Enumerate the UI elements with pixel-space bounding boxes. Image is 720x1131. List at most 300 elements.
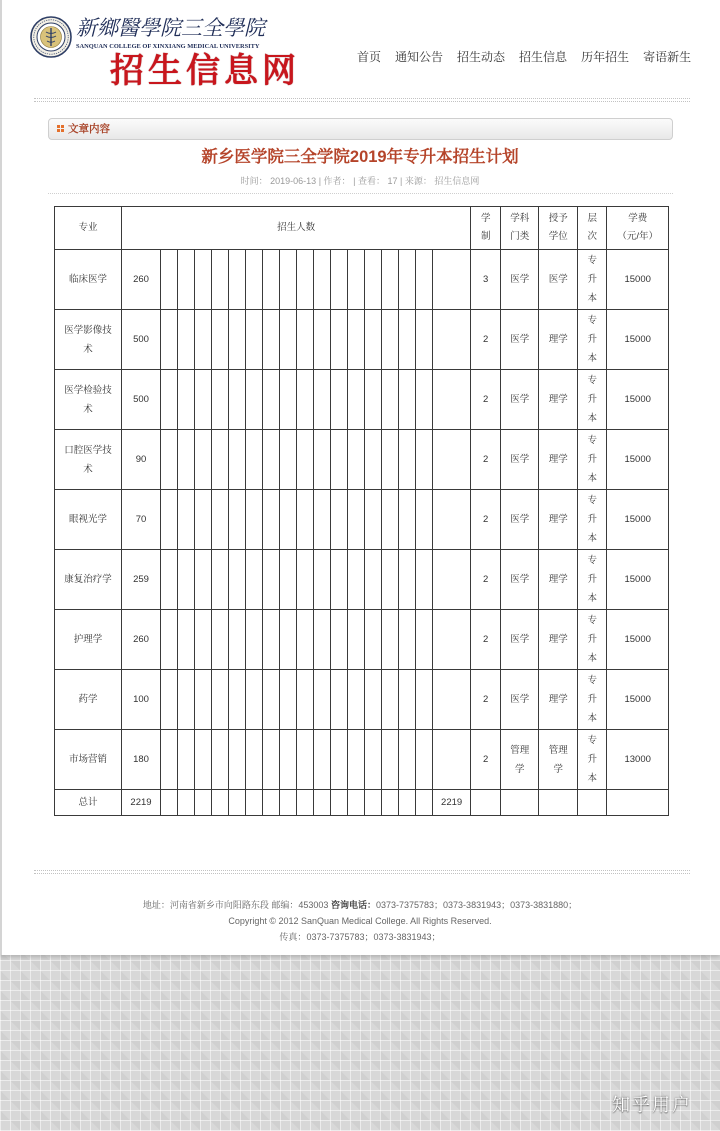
enrollment-blank-cell: [280, 610, 297, 670]
enrollment-blank-cell: [348, 430, 365, 490]
panel-title: 文章内容: [68, 123, 110, 135]
enrollment-blank-cell: [161, 610, 178, 670]
enrollment-plan-table: [54, 206, 669, 816]
enrollment-blank-cell: [246, 490, 263, 550]
enrollment-blank-cell: [399, 670, 416, 730]
phone-numbers: 0373-7375783；0373-3831943；0373-3831880；: [375, 900, 578, 910]
enrollment-blank-cell: [246, 310, 263, 370]
enrollment-blank-cell: [212, 490, 229, 550]
enrollment-blank-cell: [229, 790, 246, 816]
article-title: 新乡医学院三全学院2019年专升本招生计划: [201, 148, 519, 166]
footer-divider: [34, 870, 690, 874]
header-enrollment: [122, 207, 471, 250]
degree-text: 理学: [548, 454, 568, 465]
enrollment-blank-cell: [348, 250, 365, 310]
level-cell: [578, 670, 607, 730]
major-text: 护理学: [73, 634, 103, 645]
enrollment-blank-cell: [416, 250, 433, 310]
enrollment-blank-cell: [229, 370, 246, 430]
enrollment-cell: [122, 370, 161, 430]
main-nav: [357, 50, 691, 64]
enrollment-blank-cell: [280, 670, 297, 730]
meta-separator: |: [318, 176, 322, 186]
enrollment-blank-cell: [416, 550, 433, 610]
enrollment-blank-cell: [297, 730, 314, 790]
enrollment-text: 500: [133, 334, 149, 345]
blank-cell: [501, 790, 539, 816]
degree-cell: [539, 670, 578, 730]
enrollment-blank-cell: [433, 370, 471, 430]
header-degree: [539, 207, 578, 250]
table-row: [55, 430, 669, 490]
enrollment-text: 259: [133, 574, 149, 585]
enrollment-blank-cell: [365, 430, 382, 490]
enrollment-blank-cell: [348, 730, 365, 790]
total-enrollment-sum-text: 2219: [441, 796, 463, 808]
tuition-cell: [607, 550, 669, 610]
header-tuition-unit: （元/年）: [617, 231, 659, 242]
degree-text: 理学: [548, 574, 568, 585]
enrollment-blank-cell: [263, 430, 280, 490]
enrollment-blank-cell: [365, 670, 382, 730]
enrollment-blank-cell: [314, 430, 331, 490]
table-row: [55, 490, 669, 550]
enrollment-blank-cell: [365, 490, 382, 550]
enrollment-blank-cell: [399, 430, 416, 490]
enrollment-blank-cell: [212, 670, 229, 730]
enrollment-blank-cell: [195, 670, 212, 730]
enrollment-blank-cell: [399, 310, 416, 370]
tuition-cell: [607, 370, 669, 430]
enrollment-blank-cell: [178, 670, 195, 730]
address-label: 地址：: [142, 900, 170, 910]
enrollment-cell: [122, 430, 161, 490]
degree-cell: [539, 310, 578, 370]
enrollment-blank-cell: [416, 310, 433, 370]
enrollment-blank-cell: [263, 550, 280, 610]
tuition-text: 15000: [624, 574, 651, 585]
enrollment-blank-cell: [246, 250, 263, 310]
enrollment-blank-cell: [246, 790, 263, 816]
enrollment-blank-cell: [331, 310, 348, 370]
level-cell: [578, 250, 607, 310]
tuition-text: 15000: [624, 334, 651, 345]
discipline-text: 医学: [510, 574, 530, 585]
tuition-cell: [607, 310, 669, 370]
enrollment-blank-cell: [195, 430, 212, 490]
major-cell: [55, 250, 122, 310]
enrollment-blank-cell: [161, 550, 178, 610]
degree-text: 管理学: [548, 744, 568, 775]
degree-text: 理学: [548, 634, 568, 645]
enrollment-text: 100: [133, 694, 149, 705]
enrollment-blank-cell: [297, 610, 314, 670]
enrollment-blank-cell: [297, 550, 314, 610]
table-total-row: [55, 790, 669, 816]
table-header-row: [55, 207, 669, 250]
major-cell: [55, 670, 122, 730]
discipline-cell: [501, 310, 539, 370]
level-cell: [578, 490, 607, 550]
enrollment-blank-cell: [331, 250, 348, 310]
header-discipline: [501, 207, 539, 250]
discipline-text: 医学: [510, 454, 530, 465]
header-level: [578, 207, 607, 250]
nav-admission-info[interactable]: 招生信息: [519, 50, 568, 64]
header-major: [55, 207, 122, 250]
enrollment-blank-cell: [297, 310, 314, 370]
header-level-text: 层次: [587, 213, 597, 242]
meta-separator: |: [353, 176, 356, 186]
enrollment-blank-cell: [229, 610, 246, 670]
article-meta: [0, 175, 720, 187]
fax-numbers: 0373-7375783；0373-3831943；: [306, 932, 441, 942]
enrollment-blank-cell: [433, 550, 471, 610]
duration-text: 3: [483, 274, 489, 285]
enrollment-blank-cell: [212, 790, 229, 816]
level-text: 专升本: [587, 735, 597, 784]
enrollment-blank-cell: [382, 250, 399, 310]
level-text: 专升本: [587, 495, 597, 544]
enrollment-blank-cell: [382, 670, 399, 730]
tuition-text: 13000: [624, 754, 651, 765]
discipline-cell: [501, 490, 539, 550]
enrollment-blank-cell: [297, 670, 314, 730]
enrollment-blank-cell: [195, 610, 212, 670]
nav-notices[interactable]: 通知公告: [395, 50, 444, 64]
enrollment-blank-cell: [195, 790, 212, 816]
enrollment-blank-cell: [416, 490, 433, 550]
table-row: [55, 730, 669, 790]
enrollment-blank-cell: [314, 250, 331, 310]
enrollment-blank-cell: [280, 310, 297, 370]
enrollment-blank-cell: [263, 490, 280, 550]
meta-views: 17: [387, 176, 398, 186]
enrollment-blank-cell: [246, 370, 263, 430]
college-name-en: SANQUAN COLLEGE OF XINXIANG MEDICAL UNIVERSITY: [76, 43, 260, 50]
enrollment-blank-cell: [212, 550, 229, 610]
table-row: [55, 550, 669, 610]
enrollment-blank-cell: [365, 610, 382, 670]
enrollment-blank-cell: [382, 790, 399, 816]
enrollment-blank-cell: [297, 490, 314, 550]
enrollment-cell: [122, 310, 161, 370]
enrollment-blank-cell: [399, 610, 416, 670]
enrollment-blank-cell: [314, 730, 331, 790]
meta-author-label: 作者：: [323, 176, 351, 186]
tuition-text: 15000: [624, 394, 651, 405]
enrollment-cell: [122, 610, 161, 670]
copyright: Copyright © 2012 SanQuan Medical College. All Rights Reserved.: [228, 916, 492, 926]
enrollment-blank-cell: [280, 790, 297, 816]
enrollment-blank-cell: [212, 730, 229, 790]
level-text: 专升本: [587, 555, 597, 604]
table-row: [55, 250, 669, 310]
duration-cell: [471, 730, 501, 790]
enrollment-cell: [122, 550, 161, 610]
enrollment-blank-cell: [161, 250, 178, 310]
enrollment-blank-cell: [314, 310, 331, 370]
enrollment-blank-cell: [416, 610, 433, 670]
enrollment-blank-cell: [195, 310, 212, 370]
site-title: 招生信息网: [110, 51, 300, 91]
blank-cell: [539, 790, 578, 816]
major-text: 临床医学: [68, 274, 107, 285]
level-text: 专升本: [587, 675, 597, 724]
college-name-cn: 新鄉醫學院三全學院: [76, 16, 265, 40]
enrollment-blank-cell: [161, 310, 178, 370]
level-cell: [578, 310, 607, 370]
header-tuition: [607, 207, 669, 250]
enrollment-blank-cell: [263, 790, 280, 816]
major-cell: [55, 610, 122, 670]
enrollment-blank-cell: [348, 310, 365, 370]
header-major-text: 专业: [78, 222, 98, 233]
degree-cell: [539, 550, 578, 610]
tuition-cell: [607, 490, 669, 550]
nav-freshman-messages[interactable]: 寄语新生: [643, 50, 692, 64]
enrollment-blank-cell: [263, 730, 280, 790]
enrollment-blank-cell: [382, 310, 399, 370]
major-text: 市场营销: [68, 754, 107, 765]
enrollment-blank-cell: [246, 670, 263, 730]
meta-views-label: 查看：: [357, 176, 385, 186]
enrollment-blank-cell: [331, 370, 348, 430]
header-enrollment-text: 招生人数: [277, 222, 316, 233]
enrollment-blank-cell: [161, 790, 178, 816]
enrollment-blank-cell: [263, 310, 280, 370]
college-emblem-logo: [30, 16, 72, 58]
enrollment-blank-cell: [331, 730, 348, 790]
header-tuition-text: 学费: [628, 213, 648, 224]
duration-text: 2: [483, 514, 489, 525]
level-text: 专升本: [587, 255, 597, 304]
enrollment-blank-cell: [365, 550, 382, 610]
table-row: [55, 310, 669, 370]
duration-cell: [471, 370, 501, 430]
tuition-cell: [607, 730, 669, 790]
level-cell: [578, 730, 607, 790]
enrollment-blank-cell: [195, 490, 212, 550]
enrollment-blank-cell: [331, 670, 348, 730]
enrollment-blank-cell: [229, 310, 246, 370]
discipline-text: 管理学: [510, 744, 530, 775]
enrollment-cell: [122, 730, 161, 790]
article-panel-header: [48, 118, 673, 140]
nav-admission-news[interactable]: 招生动态: [457, 50, 506, 64]
enrollment-blank-cell: [178, 430, 195, 490]
major-cell: [55, 370, 122, 430]
level-text: 专升本: [587, 315, 597, 364]
enrollment-blank-cell: [229, 670, 246, 730]
enrollment-blank-cell: [280, 730, 297, 790]
tuition-cell: [607, 610, 669, 670]
tuition-text: 15000: [624, 634, 651, 645]
enrollment-blank-cell: [263, 370, 280, 430]
postcode-label: 邮编：: [271, 900, 299, 910]
enrollment-text: 70: [135, 514, 147, 525]
enrollment-blank-cell: [246, 610, 263, 670]
degree-cell: [539, 250, 578, 310]
enrollment-blank-cell: [433, 670, 471, 730]
enrollment-blank-cell: [178, 490, 195, 550]
header-degree-text: 授予学位: [548, 213, 568, 242]
enrollment-blank-cell: [331, 610, 348, 670]
enrollment-blank-cell: [348, 790, 365, 816]
tuition-cell: [607, 250, 669, 310]
meta-source-label: 来源：: [404, 176, 432, 186]
enrollment-blank-cell: [433, 430, 471, 490]
enrollment-blank-cell: [212, 310, 229, 370]
major-text: 药学: [78, 694, 98, 705]
enrollment-blank-cell: [399, 490, 416, 550]
enrollment-blank-cell: [348, 550, 365, 610]
enrollment-blank-cell: [178, 610, 195, 670]
enrollment-cell: [122, 250, 161, 310]
major-cell: [55, 430, 122, 490]
enrollment-blank-cell: [365, 730, 382, 790]
footer-fax-line: [0, 929, 720, 945]
address: 河南省新乡市向阳路东段: [169, 900, 269, 910]
discipline-cell: [501, 550, 539, 610]
discipline-cell: [501, 250, 539, 310]
degree-cell: [539, 730, 578, 790]
enrollment-text: 260: [133, 274, 149, 285]
table-body: [55, 250, 669, 816]
enrollment-blank-cell: [416, 670, 433, 730]
enrollment-blank-cell: [348, 370, 365, 430]
blank-cell: [471, 790, 501, 816]
major-cell: [55, 490, 122, 550]
table-row: [55, 370, 669, 430]
discipline-text: 医学: [510, 694, 530, 705]
header-duration-text: 学制: [480, 213, 491, 242]
enrollment-blank-cell: [280, 430, 297, 490]
degree-text: 理学: [548, 514, 568, 525]
degree-cell: [539, 370, 578, 430]
nav-past-admissions[interactable]: 历年招生: [581, 50, 630, 64]
enrollment-cell: [122, 670, 161, 730]
duration-cell: [471, 670, 501, 730]
level-text: 专升本: [587, 615, 597, 664]
duration-text: 2: [483, 334, 489, 345]
home-banner-link[interactable]: [0, 0, 330, 95]
duration-text: 2: [483, 574, 489, 585]
enrollment-blank-cell: [433, 250, 471, 310]
level-cell: [578, 370, 607, 430]
major-text: 口腔医学技术: [64, 444, 112, 475]
duration-cell: [471, 490, 501, 550]
duration-cell: [471, 250, 501, 310]
enrollment-blank-cell: [229, 490, 246, 550]
enrollment-blank-cell: [161, 430, 178, 490]
level-cell: [578, 550, 607, 610]
total-enrollment-sum-cell: [433, 790, 471, 816]
blank-cell: [578, 790, 607, 816]
duration-text: 2: [483, 634, 489, 645]
level-text: 专升本: [587, 435, 597, 484]
discipline-text: 医学: [510, 634, 530, 645]
enrollment-blank-cell: [382, 550, 399, 610]
duration-cell: [471, 550, 501, 610]
level-text: 专升本: [587, 375, 597, 424]
enrollment-blank-cell: [331, 430, 348, 490]
enrollment-blank-cell: [212, 250, 229, 310]
enrollment-blank-cell: [331, 550, 348, 610]
article-divider: [48, 193, 673, 194]
nav-home[interactable]: 首页: [357, 50, 382, 64]
blank-cell: [607, 790, 669, 816]
enrollment-blank-cell: [382, 490, 399, 550]
enrollment-blank-cell: [314, 490, 331, 550]
enrollment-blank-cell: [416, 790, 433, 816]
tuition-text: 15000: [624, 274, 651, 285]
enrollment-blank-cell: [161, 730, 178, 790]
enrollment-blank-cell: [365, 370, 382, 430]
enrollment-blank-cell: [195, 370, 212, 430]
enrollment-blank-cell: [229, 730, 246, 790]
enrollment-blank-cell: [314, 370, 331, 430]
phone-label: 咨询电话：: [330, 900, 376, 910]
enrollment-blank-cell: [314, 550, 331, 610]
enrollment-blank-cell: [178, 550, 195, 610]
degree-cell: [539, 430, 578, 490]
enrollment-blank-cell: [178, 250, 195, 310]
degree-text: 理学: [548, 334, 568, 345]
degree-text: 理学: [548, 694, 568, 705]
enrollment-blank-cell: [331, 790, 348, 816]
discipline-cell: [501, 370, 539, 430]
tuition-cell: [607, 670, 669, 730]
major-cell: [55, 730, 122, 790]
enrollment-blank-cell: [195, 550, 212, 610]
enrollment-blank-cell: [280, 490, 297, 550]
duration-cell: [471, 610, 501, 670]
enrollment-blank-cell: [348, 610, 365, 670]
enrollment-blank-cell: [399, 550, 416, 610]
enrollment-blank-cell: [212, 610, 229, 670]
enrollment-blank-cell: [229, 250, 246, 310]
level-cell: [578, 430, 607, 490]
level-cell: [578, 610, 607, 670]
enrollment-blank-cell: [178, 310, 195, 370]
enrollment-blank-cell: [229, 550, 246, 610]
discipline-text: 医学: [510, 274, 530, 285]
enrollment-blank-cell: [331, 490, 348, 550]
degree-cell: [539, 490, 578, 550]
duration-cell: [471, 310, 501, 370]
tuition-text: 15000: [624, 694, 651, 705]
duration-cell: [471, 430, 501, 490]
enrollment-blank-cell: [161, 370, 178, 430]
meta-time-label: 时间：: [240, 176, 268, 186]
enrollment-blank-cell: [212, 430, 229, 490]
duration-text: 2: [483, 754, 489, 765]
major-text: 医学检验技术: [64, 384, 112, 415]
enrollment-text: 180: [133, 754, 149, 765]
meta-source: 招生信息网: [434, 176, 480, 186]
table-row: [55, 610, 669, 670]
grid-icon: [57, 125, 64, 132]
enrollment-blank-cell: [382, 370, 399, 430]
enrollment-text: 260: [133, 634, 149, 645]
enrollment-blank-cell: [195, 250, 212, 310]
watermark-text: 知乎用户: [612, 1095, 692, 1115]
tuition-text: 15000: [624, 454, 651, 465]
enrollment-blank-cell: [161, 490, 178, 550]
enrollment-blank-cell: [246, 550, 263, 610]
enrollment-blank-cell: [416, 730, 433, 790]
